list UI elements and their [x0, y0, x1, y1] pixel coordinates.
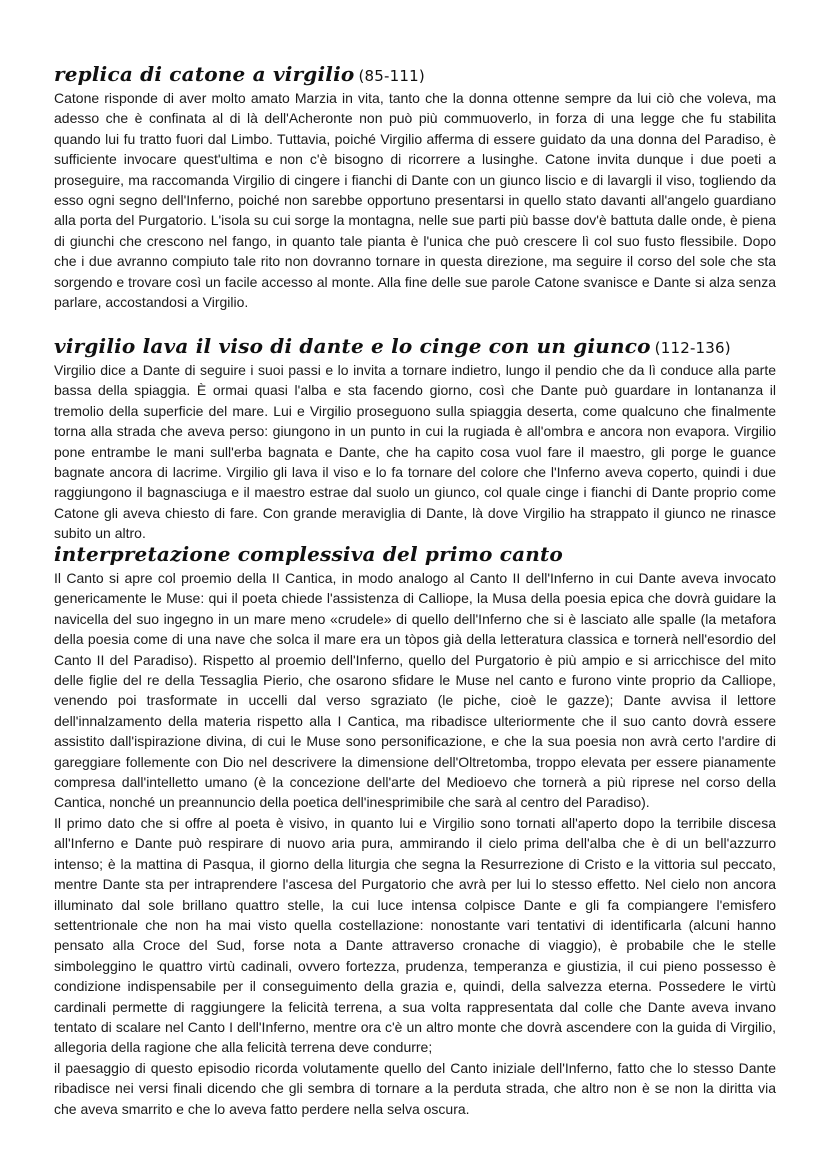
section-heading-catone — [54, 62, 425, 86]
section-heading-giunco — [54, 334, 731, 358]
section-title: replica di catone a virgilio — [54, 62, 355, 86]
paragraph: Virgilio dice a Dante di seguire i suoi passi e lo invita a tornare indietro, lungo il pendio che da lì conduce alla parte bassa della spiaggia. È ormai quasi l'alba e sta facendo giorno, così che Dante può guardare in lontananza il tremolio della superficie del mare. Lui e Virgilio proseguono sulla spiaggia deserta, come qualcuno che finalmente torna alla strada che aveva perso: giungono in un punto in cui la rugiada è all'ombra e ancora non evapora. Virgilio pone entrambe le mani sull'erba bagnata e Dante, che ha capito cosa vuol fare il maestro, gli porge le guance bagnate ancora di lacrime. Virgilio gli lava il viso e lo fa tornare del colore che l'Inferno aveva coperto, quindi i due raggiungono il bagnasciuga e il maestro estrae dal suolo un giunco, col quale cinge i fianchi di Dante proprio come Catone gli aveva chiesto di fare. Con grande meraviglia di Dante, là dove Virgilio ha strappato il giunco ne rinasce subito un altro. — [54, 362, 776, 542]
section-body-catone — [54, 88, 776, 312]
section-body-giunco — [54, 360, 776, 544]
section-body-interpretazione — [54, 568, 776, 1119]
section-heading-interpretazione — [54, 542, 563, 566]
section-title: interpretazione complessiva del primo canto — [54, 542, 563, 566]
verse-range: (112-136) — [654, 339, 731, 357]
verse-range: (85-111) — [358, 67, 425, 85]
paragraph: Il Canto si apre col proemio della II Cantica, in modo analogo al Canto II dell'Inferno in cui Dante aveva invocato genericamente le Muse: qui il poeta chiede l'assistenza di Calliope, la Musa della poesia epica che dovrà guidare la navicella del suo ingegno in un mare meno «crudele» di quello dell'Inferno che si è lasciato alle spalle (la metafora della poesia come di una nave che solca il mare era un tòpos già della letteratura classica e tornerà nell'esordio del Canto II del Paradiso). Rispetto al proemio dell'Inferno, quello del Purgatorio è più ampio e si arricchisce del mito delle figlie del re della Tessaglia Pierio, che osarono sfidare le Muse nel canto e furono vinte proprio da Calliope, venendo poi trasformate in uccelli dal verso sgraziato (le piche, cioè le gazze); Dante avvisa il lettore dell'innalzamento della materia rispetto alla I Cantica, ma ribadisce ulteriormente che il suo canto dovrà essere assistito dall'ispirazione divina, di cui le Muse sono personificazione, e che la sua poesia non avrà certo l'ardire di gareggiare follemente con Dio nel descrivere la dimensione dell'Oltretomba, troppo elevata per essere pianamente compresa dall'intelletto umano (è la concezione dell'arte del Medioevo che tornerà a più riprese nel corso della Cantica, nonché un preannuncio della poetica dell'inesprimibile che sarà al centro del Paradiso). — [54, 570, 776, 811]
section-title: virgilio lava il viso di dante e lo cinge con un giunco — [54, 334, 651, 358]
paragraph: Il primo dato che si offre al poeta è visivo, in quanto lui e Virgilio sono tornati all'aperto dopo la terribile discesa all'Inferno e Dante può respirare di nuovo aria pura, ammirando il cielo prima dell'alba che è di un bell'azzurro intenso; è la mattina di Pasqua, il giorno della liturgia che segna la Resurrezione di Cristo e la vittoria sul peccato, mentre Dante sta per intraprendere l'ascesa del Purgatorio che avrà per lui lo stesso effetto. Nel cielo non ancora illuminato dal sole brillano quattro stelle, la cui luce intensa colpisce Dante e gli fa compiangere l'emisfero settentrionale che non ha mai visto quella costellazione: nonostante vari tentativi di identificarla (alcuni hanno pensato alla Croce del Sud, forse nota a Dante attraverso cronache di viaggio), è probabile che le stelle simboleggino le quattro virtù cadinali, ovvero fortezza, prudenza, temperanza e giustizia, il cui pieno possesso è condizione indispensabile per il conseguimento della grazia e, quindi, della salvezza eterna. Possedere le virtù cardinali permette di raggiungere la felicità terrena, a sua volta rappresentata dal colle che Dante aveva invano tentato di scalare nel Canto I dell'Inferno, mentre ora c'è un altro monte che dovrà ascendere con la guida di Virgilio, allegoria della ragione che alla felicità terrena deve condurre; — [54, 814, 776, 1056]
paragraph: il paesaggio di questo episodio ricorda volutamente quello del Canto iniziale dell'Inferno, fatto che lo stesso Dante ribadisce nei versi finali dicendo che gli sembra di tornare a la perduta strada, che altro non è se non la diritta via che aveva smarrito e che lo aveva fatto perdere nella selva oscura. — [54, 1059, 776, 1117]
paragraph: Catone risponde di aver molto amato Marzia in vita, tanto che la donna ottenne sempre da lui ciò che voleva, ma adesso che è confinata al di là dell'Acheronte non può più commuoverlo, in forza di una legge che fu stabilita quando lui fu tratto fuori dal Limbo. Tuttavia, poiché Virgilio afferma di essere guidato da una donna del Paradiso, è sufficiente invocare quest'ultima e non c'è bisogno di ricorrere a lusinghe. Catone invita dunque i due poeti a proseguire, ma raccomanda Virgilio di cingere i fianchi di Dante con un giunco liscio e di lavargli il viso, togliendo da esso ogni segno dell'Inferno, poiché non sarebbe opportuno presentarsi in quello stato davanti all'angelo guardiano alla porta del Purgatorio. L'isola su cui sorge la montagna, nelle sue parti più basse dov'è battuta dalle onde, è piena di giunchi che crescono nel fango, in quanto tale pianta è l'unica che può crescere lì col suo fusto flessibile. Dopo che i due avranno compiuto tale rito non dovranno tornare in questa direzione, ma seguire il corso del sole che sta sorgendo e trovare così un facile accesso al monte. Alla fine delle sue parole Catone svanisce e Dante si alza senza parlare, accostandosi a Virgilio. — [54, 90, 776, 311]
